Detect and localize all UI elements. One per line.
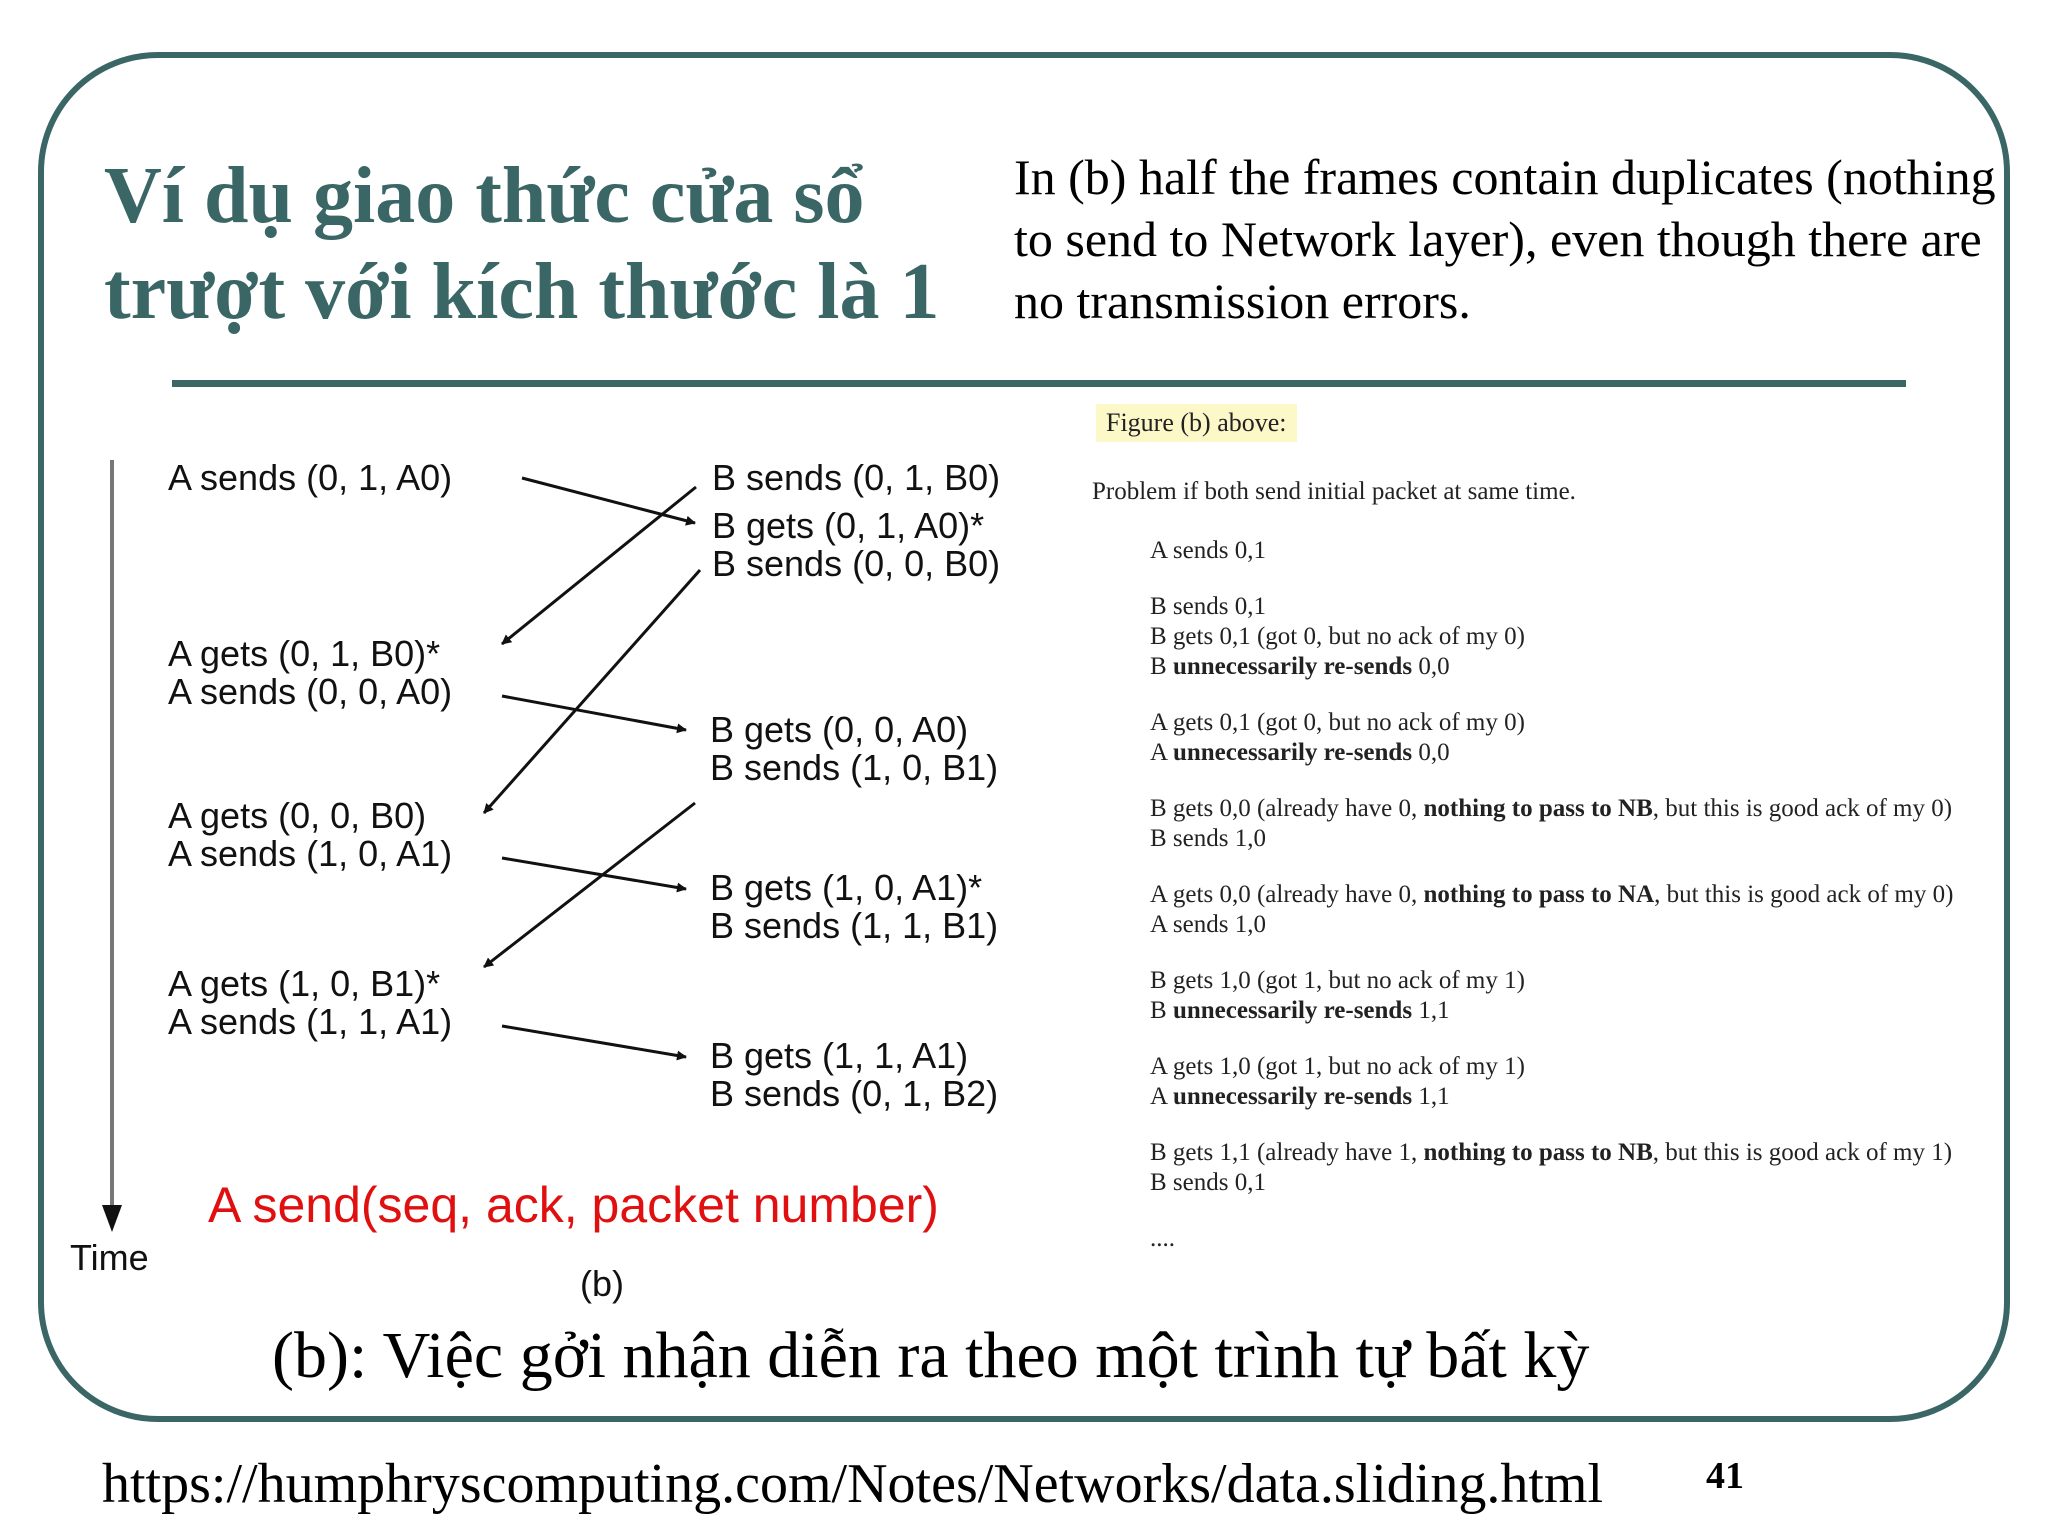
b-event-3: B sends (0, 0, B0) [712,543,1001,584]
figure-step-line [1150,1082,2010,1112]
figure-intro: Problem if both send initial packet at same time. [1092,478,1576,505]
figure-step-line [1150,794,2010,824]
a-event-6: A gets (1, 0, B1)* [168,963,441,1004]
step-text: , but this is good ack of my 0) [1652,795,1953,822]
step-text: B [1150,653,1173,680]
b-event-9: B sends (0, 1, B2) [710,1073,999,1114]
step-text: A [1150,1083,1173,1110]
step-text: 1,1 [1412,997,1450,1024]
figure-step-line [1150,1138,2010,1168]
figure-step-line [1150,966,2010,996]
step-text: A [1150,739,1173,766]
figure-step-line [1150,592,2010,622]
a-event-3: A sends (0, 0, A0) [168,671,453,712]
figure-steps [1150,536,2010,1280]
a-event-4: A gets (0, 0, B0) [168,795,427,836]
b-event-7: B sends (1, 1, B1) [710,905,999,946]
b-event-2: B gets (0, 1, A0)* [712,505,985,546]
msg-b-to-a-1 [502,487,696,644]
figure-step-line [1150,622,2010,652]
a-event-2: A gets (0, 1, B0)* [168,633,441,674]
step-text: A sends 0,1 [1150,537,1266,564]
step-text: B gets 1,1 (already have 1, [1150,1139,1424,1166]
figure-step-line [1150,1168,2010,1198]
msg-a-to-b-3 [502,858,686,889]
emphasis-text: unnecessarily re-sends [1172,997,1413,1024]
title-line-2: trượt với kích thước là 1 [104,248,940,336]
figure-step [1150,536,2010,566]
figure-step [1150,1138,2010,1198]
emphasis-text: nothing to pass to NA [1423,881,1655,908]
step-text: B gets 0,0 (already have 0, [1150,795,1424,822]
figure-step-line [1150,536,2010,566]
figure-step [1150,592,2010,682]
sub-label: (b) [580,1263,624,1304]
emphasis-text: unnecessarily re-sends [1172,739,1413,766]
step-text: A gets 0,1 (got 0, but no ack of my 0) [1150,709,1525,736]
figure-step [1150,1052,2010,1112]
figure-step-line [1150,880,2010,910]
figure-step-line [1150,652,2010,682]
b-event-8: B gets (1, 1, A1) [710,1035,969,1076]
step-text: B gets 1,0 (got 1, but no ack of my 1) [1150,967,1525,994]
a-event-5: A sends (1, 0, A1) [168,833,453,874]
msg-a-to-b-2 [502,696,686,730]
a-event-7: A sends (1, 1, A1) [168,1001,453,1042]
figure-step-line [1150,1224,2010,1254]
emphasis-text: nothing to pass to NB [1423,795,1653,822]
figure-label: Figure (b) above: [1096,404,1297,442]
explanation-note: In (b) half the frames contain duplicates (nothing to send to Network layer), even though there are no transmission errors. [1014,149,1996,329]
figure-step [1150,1224,2010,1254]
step-text: A gets 0,0 (already have 0, [1150,881,1424,908]
step-text: A sends 1,0 [1150,911,1266,938]
figure-step-line [1150,708,2010,738]
figure-step [1150,794,2010,854]
figure-step-line [1150,824,2010,854]
step-text: B sends 0,1 [1150,1169,1266,1196]
figure-step [1150,966,2010,1026]
diagram-legend: A send(seq, ack, packet number) [208,1177,939,1233]
step-text: , but this is good ack of my 0) [1654,881,1954,908]
title-line-1: Ví dụ giao thức cửa sổ [104,152,865,240]
step-text: B gets 0,1 (got 0, but no ack of my 0) [1150,623,1525,650]
page-number: 41 [1706,1455,1744,1497]
emphasis-text: unnecessarily re-sends [1172,653,1413,680]
figure-step [1150,880,2010,940]
step-text: B [1150,997,1173,1024]
step-text: B sends 1,0 [1150,825,1266,852]
figure-step-line [1150,996,2010,1026]
source-url: https://humphryscomputing.com/Notes/Networks/data.sliding.html [102,1453,1604,1515]
step-text: 0,0 [1412,653,1450,680]
b-event-6: B gets (1, 0, A1)* [710,867,983,908]
figure-step-line [1150,910,2010,940]
slide-caption: (b): Việc gởi nhận diễn ra theo một trình tự bất kỳ [272,1319,1590,1392]
step-text: B sends 0,1 [1150,593,1266,620]
b-event-5: B sends (1, 0, B1) [710,747,999,788]
step-text: , but this is good ack of my 1) [1652,1139,1953,1166]
b-event-4: B gets (0, 0, A0) [710,709,969,750]
figure-step [1150,708,2010,768]
a-event-1: A sends (0, 1, A0) [168,457,453,498]
emphasis-text: nothing to pass to NB [1423,1139,1653,1166]
step-text: .... [1150,1225,1175,1252]
figure-step-line [1150,738,2010,768]
b-event-1: B sends (0, 1, B0) [712,457,1001,498]
msg-b-to-a-2 [484,570,700,813]
step-text: 0,0 [1412,739,1450,766]
figure-step-line [1150,1052,2010,1082]
emphasis-text: unnecessarily re-sends [1172,1083,1413,1110]
time-label: Time [70,1237,149,1278]
step-text: A gets 1,0 (got 1, but no ack of my 1) [1150,1053,1525,1080]
time-axis-arrowhead [102,1205,122,1232]
msg-a-to-b-4 [502,1026,686,1057]
msg-a-to-b-1 [522,478,695,523]
step-text: 1,1 [1412,1083,1450,1110]
